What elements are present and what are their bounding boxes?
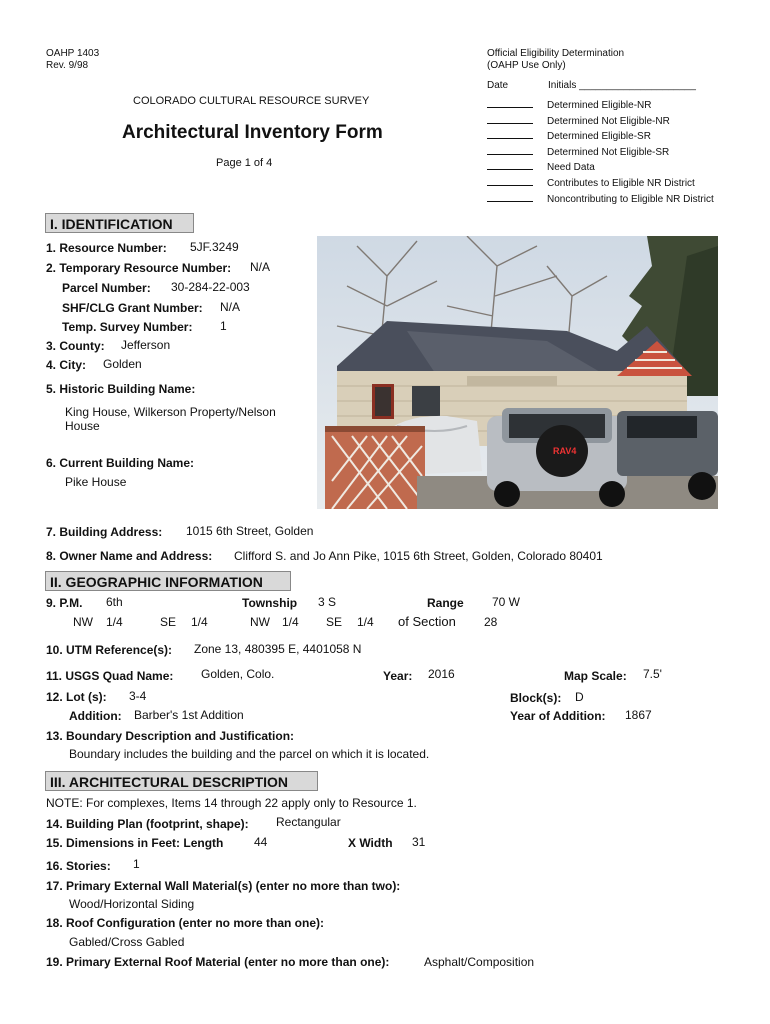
boundary-label: 13. Boundary Description and Justification: [46,729,295,743]
owner-label: 8. Owner Name and Address: [46,549,213,563]
eligibility-option[interactable]: Need Data [487,160,595,173]
eligibility-subtitle: (OAHP Use Only) [487,60,566,71]
quarter-2: SE [160,615,177,629]
utm-label: 10. UTM Reference(s): [46,643,173,657]
width-value: 31 [412,835,426,849]
building-plan-value: Rectangular [276,815,341,829]
city-label: 4. City: [46,358,87,372]
eligibility-option[interactable]: Determined Eligible-SR [487,129,651,142]
addition-label: Addition: [69,709,122,723]
roof-material-value: Asphalt/Composition [424,955,535,969]
page-title: Architectural Inventory Form [122,122,383,143]
dimensions-label: 15. Dimensions in Feet: Length [46,836,224,850]
usgs-value: Golden, Colo. [201,667,275,681]
section-number-label: of Section [398,614,456,629]
survey-name: COLORADO CULTURAL RESOURCE SURVEY [133,95,370,107]
resource-number-value: 5JF.3249 [190,240,239,254]
tire-cover-text: RAV4 [553,446,577,456]
quarter-4: SE [326,615,343,629]
historic-name-line1: King House, Wilkerson Property/Nelson [65,405,276,419]
roof-config-value: Gabled/Cross Gabled [69,935,185,949]
building-plan-label: 14. Building Plan (footprint, shape): [46,817,249,831]
house-photo-illustration [317,236,718,509]
eligibility-initials-label: Initials _____________________ [548,80,696,91]
map-scale-value: 7.5' [643,667,662,681]
grant-value: N/A [220,300,241,314]
width-label: X Width [348,836,393,850]
address-label: 7. Building Address: [46,525,163,539]
temp-resource-label: 2. Temporary Resource Number: [46,261,232,275]
map-scale-label: Map Scale: [564,669,627,683]
current-name-value: Pike House [65,475,127,489]
stories-label: 16. Stories: [46,859,111,873]
county-value: Jefferson [121,338,171,352]
lot-label: 12. Lot (s): [46,690,107,704]
quarter-1-fraction: 1/4 [106,615,123,629]
eligibility-option[interactable]: Determined Eligible-NR [487,98,651,111]
addition-year-value: 1867 [625,708,652,722]
parcel-label: Parcel Number: [62,281,151,295]
county-label: 3. County: [46,339,105,353]
quarter-3: NW [250,615,270,629]
quarter-2-fraction: 1/4 [191,615,208,629]
section-architectural: III. ARCHITECTURAL DESCRIPTION [45,771,318,791]
pm-label: 9. P.M. [46,596,83,610]
historic-name-line2: House [65,419,100,433]
city-value: Golden [103,357,142,371]
roof-config-label: 18. Roof Configuration (enter no more than one): [46,916,324,930]
length-value: 44 [254,835,268,849]
usgs-label: 11. USGS Quad Name: [46,669,174,683]
block-value: D [575,690,584,704]
utm-value: Zone 13, 480395 E, 4401058 N [194,642,362,656]
section-identification: I. IDENTIFICATION [45,213,194,233]
wall-material-value: Wood/Horizontal Siding [69,897,195,911]
quarter-1: NW [73,615,93,629]
pm-value: 6th [106,595,123,609]
address-value: 1015 6th Street, Golden [186,524,314,538]
quarter-4-fraction: 1/4 [357,615,374,629]
eligibility-date-label: Date [487,80,509,91]
year-value: 2016 [428,667,455,681]
eligibility-option[interactable]: Noncontributing to Eligible NR District [487,192,714,205]
block-label: Block(s): [510,691,562,705]
range-label: Range [427,596,464,610]
eligibility-option[interactable]: Determined Not Eligible-NR [487,114,670,127]
eligibility-option[interactable]: Contributes to Eligible NR District [487,176,695,189]
complex-note: NOTE: For complexes, Items 14 through 22 apply only to Resource 1. [46,796,417,810]
quarter-3-fraction: 1/4 [282,615,299,629]
form-code: OAHP 1403 [46,48,100,59]
section-geographic: II. GEOGRAPHIC INFORMATION [45,571,291,591]
wall-material-label: 17. Primary External Wall Material(s) (enter no more than two): [46,879,401,893]
township-value: 3 S [318,595,337,609]
addition-value: Barber's 1st Addition [134,708,244,722]
stories-value: 1 [133,857,140,871]
temp-resource-value: N/A [250,260,271,274]
lot-value: 3-4 [129,689,147,703]
range-value: 70 W [492,595,521,609]
year-label: Year: [383,669,413,683]
section-number-value: 28 [484,615,498,629]
resource-number-label: 1. Resource Number: [46,241,167,255]
eligibility-option[interactable]: Determined Not Eligible-SR [487,145,669,158]
temp-survey-label: Temp. Survey Number: [62,320,193,334]
roof-material-label: 19. Primary External Roof Material (enter no more than one): [46,955,390,969]
parcel-value: 30-284-22-003 [171,280,250,294]
page-number: Page 1 of 4 [216,157,273,169]
historic-name-label: 5. Historic Building Name: [46,382,196,396]
grant-label: SHF/CLG Grant Number: [62,301,203,315]
owner-value: Clifford S. and Jo Ann Pike, 1015 6th Street, Golden, Colorado 80401 [234,549,603,563]
current-name-label: 6. Current Building Name: [46,456,195,470]
building-photo [317,236,718,509]
boundary-value: Boundary includes the building and the parcel on which it is located. [69,747,430,761]
form-revision: Rev. 9/98 [46,60,89,71]
township-label: Township [242,596,298,610]
temp-survey-value: 1 [220,319,227,333]
eligibility-title: Official Eligibility Determination [487,48,625,59]
addition-year-label: Year of Addition: [510,709,606,723]
